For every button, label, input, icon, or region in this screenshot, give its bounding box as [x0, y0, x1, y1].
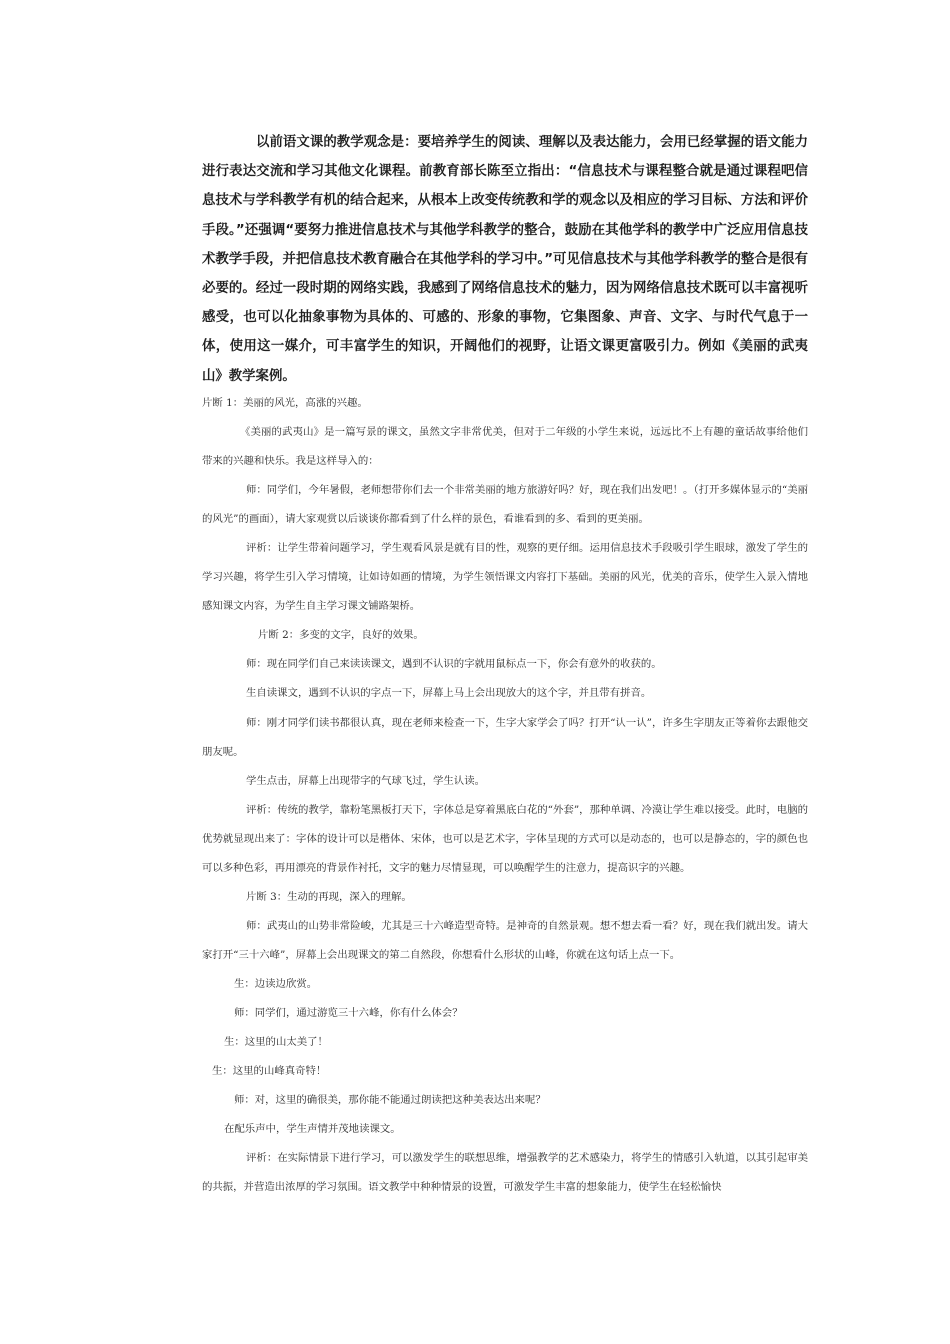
body-paragraph: 在配乐声中，学生声情并茂地读课文。 — [224, 1123, 401, 1136]
body-paragraph: 生自读课文，遇到不认识的字点一下，屏幕上马上会出现放大的这个字，并且带有拼音。 — [246, 687, 652, 700]
body-paragraph: 学生点击，屏幕上出现带字的气球飞过，学生认读。 — [246, 774, 485, 787]
case-body — [202, 389, 808, 1202]
body-paragraph: 师：武夷山的山势非常险峻，尤其是三十六峰造型奇特。是神奇的自然景观。想不想去看一看？好，现在我们就出发。请大家打开“三十六峰”，屏幕上会出现课文的第二自然段，你想看什么形状的山峰，你就在这句话上点一下。 — [202, 919, 808, 961]
body-paragraph: 《美丽的武夷山》是一篇写景的课文，虽然文字非常优美，但对于二年级的小学生来说，远远比不上有趣的童话故事给他们带来的兴趣和快乐。我是这样导入的： — [202, 426, 808, 468]
dialogue-line: 生：边读边欣赏。 — [234, 977, 318, 990]
segment-3-heading: 片断 3：生动的再现，深入的理解。 — [246, 890, 412, 903]
body-paragraph: 师：现在同学们自己来读读课文，遇到不认识的字就用鼠标点一下，你会有意外的收获的。 — [246, 658, 662, 671]
dialogue-line: 生：这里的山太美了！ — [224, 1036, 328, 1049]
dialogue-line: 师：对，这里的确很美，那你能不能通过朗读把这种美表达出来呢？ — [234, 1094, 546, 1107]
dialogue-line: 生：这里的山峰真奇特！ — [212, 1065, 327, 1078]
body-paragraph: 师：同学们，今年暑假，老师想带你们去一个非常美丽的地方旅游好吗？好，现在我们出发吧！。（打开多媒体显示的“美丽的风光”的画面），请大家观赏以后谈谈你都看到了什么样的景色，看谁看到的多、看到的更美丽。 — [202, 484, 808, 526]
segment-2-heading: 片断 2：多变的文字，良好的效果。 — [258, 629, 424, 642]
body-paragraph: 评析：传统的教学，靠粉笔黑板打天下，字体总是穿着黑底白花的“外套”，那种单调、冷漠让学生难以接受。此时，电脑的优势就显现出来了：字体的设计可以是楷体、宋体，也可以是艺术字，字体呈现的方式可以是动态的，也可以是静态的，字的颜色也可以多种色彩，再用漂亮的背景作衬托，文字的魅力尽情显现，可以唤醒学生的注意力，提高识字的兴趣。 — [202, 803, 808, 874]
dialogue-line: 师：同学们，通过游览三十六峰，你有什么体会？ — [234, 1006, 463, 1019]
body-paragraph: 评析：在实际情景下进行学习，可以激发学生的联想思维，增强教学的艺术感染力，将学生的情感引入轨道，以其引起审美的共振，并营造出浓厚的学习氛围。语文教学中种种情景的设置，可激发学生丰富的想象能力，使学生在轻松愉快 — [202, 1152, 808, 1194]
body-paragraph: 评析：让学生带着问题学习，学生观看风景是就有目的性，观察的更仔细。运用信息技术手段吸引学生眼球，激发了学生的学习兴趣，将学生引入学习情境，让如诗如画的情境，为学生领悟课文内容打下基础。美丽的风光，优美的音乐，使学生入景入情地感知课文内容，为学生自主学习课文铺路架桥。 — [202, 542, 808, 613]
body-paragraph: 师：刚才同学们读书都很认真，现在老师来检查一下，生字大家学会了吗？打开“认一认”，许多生字朋友正等着你去跟他交朋友呢。 — [202, 716, 808, 758]
intro-paragraph: 以前语文课的教学观念是：要培养学生的阅读、理解以及表达能力，会用已经掌握的语文能力进行表达交流和学习其他文化课程。前教育部长陈至立指出：“信息技术与课程整合就是通过课程吧信息技术与学科教学有机的结合起来，从根本上改变传统教和学的观念以及相应的学习目标、方法和评价手段。”还强调“要努力推进信息技术与其他学科教学的整合，鼓励在其他学科的教学中广泛应用信息技术教学手段，并把信息技术教育融合在其他学科的学习中。”可见信息技术与其他学科教学的整合是很有必要的。经过一段时期的网络实践，我感到了网络信息技术的魅力，因为网络信息技术既可以丰富视听感受，也可以化抽象事物为具体的、可感的、形象的事物，它集图象、声音、文字、与时代气息于一体，使用这一媒介，可丰富学生的知识，开阔他们的视野，让语文课更富吸引力。例如《美丽的武夷山》教学案例。 — [202, 135, 808, 384]
segment-1-heading: 片断 1：美丽的风光，高涨的兴趣。 — [202, 397, 368, 409]
